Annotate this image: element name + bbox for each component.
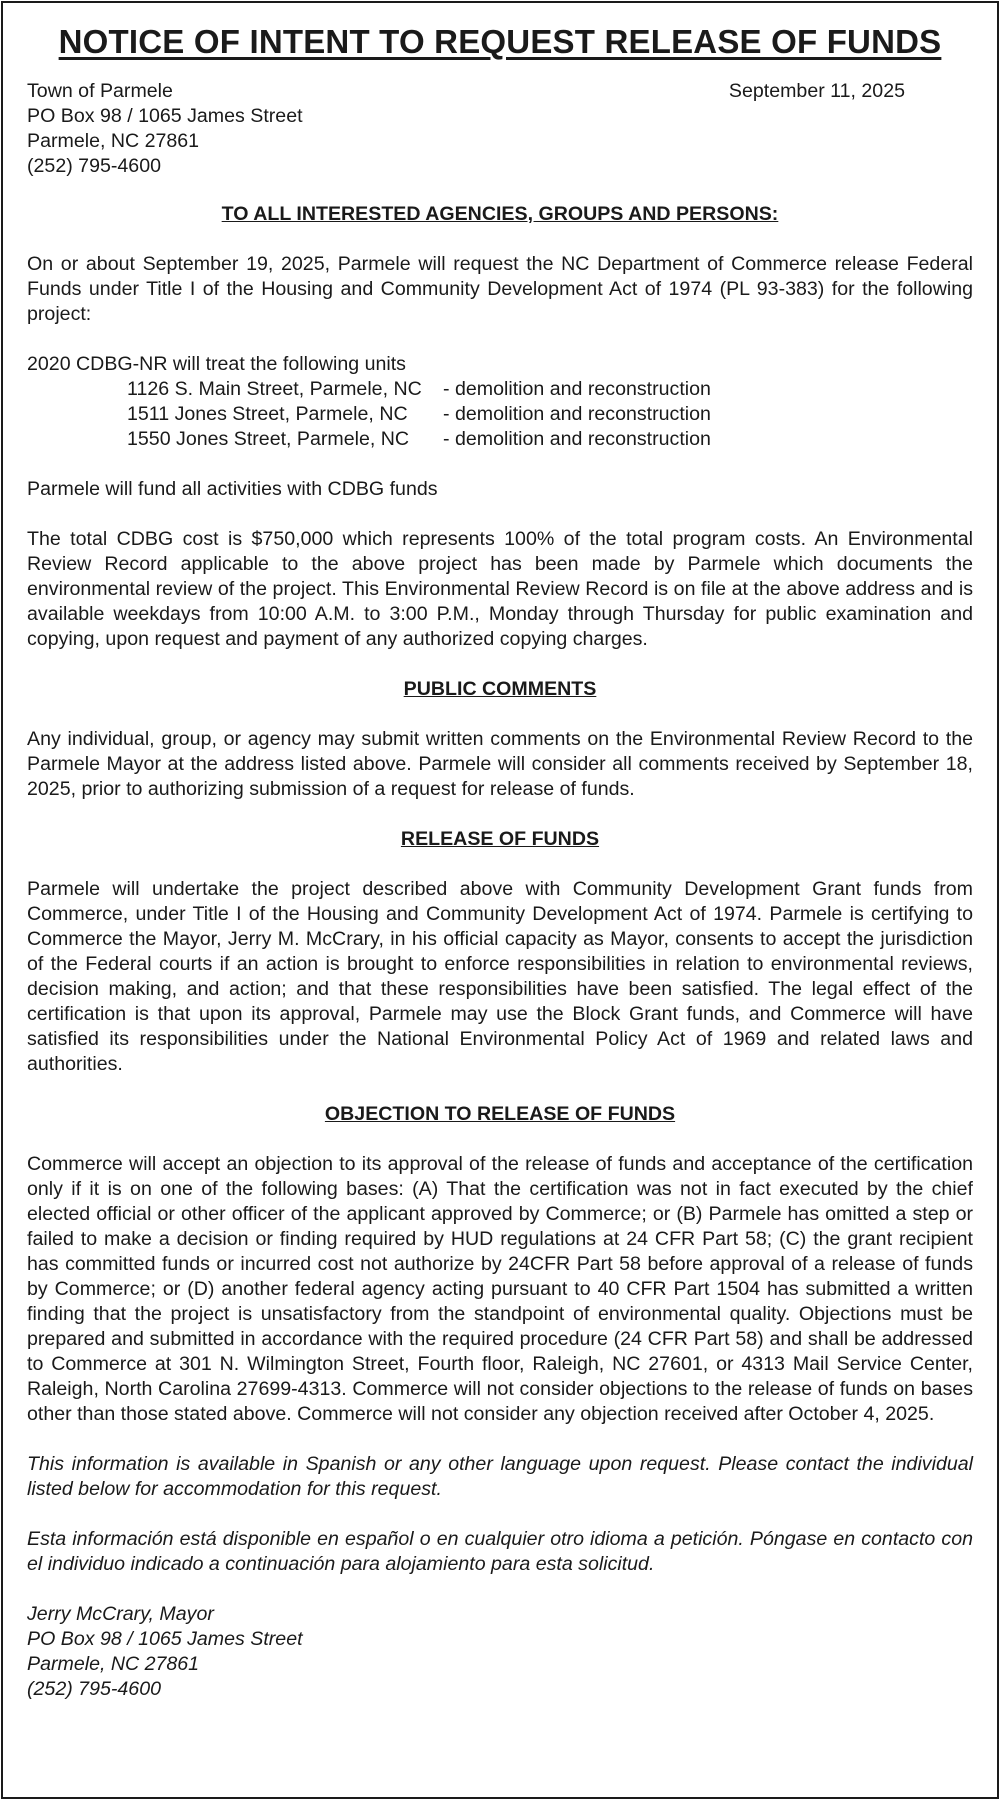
notice-page xyxy=(1,1,999,1799)
cost-paragraph: The total CDBG cost is $750,000 which represents 100% of the total program costs. An Environmental Review Record applicable to the above project has been made by Parmele which documents the environmental review of the project. This Environmental Review Record is on file at the above address and is available weekdays from 10:00 A.M. to 3:00 P.M., Monday through Thursday for public examination and copying, upon request and payment of any authorized copying charges. xyxy=(27,528,973,650)
contact-phone: (252) 795-4600 xyxy=(27,1678,161,1700)
contact-name: Jerry McCrary, Mayor xyxy=(27,1603,214,1625)
contact-address-line-1: PO Box 98 / 1065 James Street xyxy=(27,1628,303,1650)
salutation-heading: TO ALL INTERESTED AGENCIES, GROUPS AND PERSONS: xyxy=(221,203,779,225)
unit-address: 1126 S. Main Street, Parmele, NC xyxy=(127,378,422,400)
sender-header xyxy=(27,79,973,179)
unit-address: 1550 Jones Street, Parmele, NC xyxy=(127,428,410,450)
sender-phone: (252) 795-4600 xyxy=(27,155,161,177)
unit-row xyxy=(27,427,973,452)
public-comments-body: Any individual, group, or agency may submit written comments on the Environmental Review Record to the Parmele Mayor at the address listed above. Parmele will consider all comments received by September 18, 2025, prior to authorizing submission of a request for release of funds. xyxy=(27,728,973,800)
sender-address-line-2: Parmele, NC 27861 xyxy=(27,130,200,152)
contact-signature-block xyxy=(27,1602,973,1702)
intro-paragraph: On or about September 19, 2025, Parmele will request the NC Department of Commerce release Federal Funds under Title I of the Housing and Community Development Act of 1974 (PL 93-383) for the following project: xyxy=(27,253,973,325)
objection-heading: OBJECTION TO RELEASE OF FUNDS xyxy=(324,1103,676,1125)
objection-body: Commerce will accept an objection to its approval of the release of funds and acceptance of the certification only if it is on one of the following bases: (A) That the certification was not in fact executed by the chief elected official or other officer of the applicant approved by Commerce; or (B) Parmele has omitted a step or failed to make a decision or finding required by HUD regulations at 24 CFR Part 58; (C) the grant recipient has committed funds or incurred cost not authorize by 24CFR Part 58 before approval of a release of funds by Commerce; or (D) another federal agency acting pursuant to 40 CFR Part 1504 has submitted a written finding that the project is unsatisfactory from the standpoint of environmental quality. Objections must be prepared and submitted in accordance with the required procedure (24 CFR Part 58) and shall be addressed to Commerce at 301 N. Wilmington Street, Fourth floor, Raleigh, NC 27601, or 4313 Mail Service Center, Raleigh, North Carolina 27699-4313. Commerce will not consider objections to the release of funds on bases other than those stated above. Commerce will not consider any objection received after October 4, 2025. xyxy=(27,1153,973,1425)
notice-date: September 11, 2025 xyxy=(728,80,905,102)
unit-row xyxy=(27,377,973,402)
sender-name: Town of Parmele xyxy=(27,80,173,102)
project-lead: 2020 CDBG-NR will treat the following units xyxy=(27,353,406,375)
notice-title: NOTICE OF INTENT TO REQUEST RELEASE OF FUNDS xyxy=(58,23,942,60)
unit-action: - demolition and reconstruction xyxy=(443,403,711,425)
unit-address: 1511 Jones Street, Parmele, NC xyxy=(127,403,408,425)
project-units-block xyxy=(27,352,973,452)
unit-action: - demolition and reconstruction xyxy=(443,378,711,400)
release-of-funds-body: Parmele will undertake the project described above with Community Development Grant funds from Commerce, under Title I of the Housing and Community Development Act of 1974. Parmele is certifying to Commerce the Mayor, Jerry M. McCrary, in his official capacity as Mayor, consents to accept the jurisdiction of the Federal courts if an action is brought to enforce responsibilities in relation to environmental reviews, decision making, and action; and that these responsibilities have been satisfied. The legal effect of the certification is that upon its approval, Parmele may use the Block Grant funds, and Commerce will have satisfied its responsibilities under the National Environmental Policy Act of 1969 and related laws and authorities. xyxy=(27,878,973,1075)
sender-address-line-1: PO Box 98 / 1065 James Street xyxy=(27,105,303,127)
language-notice-english: This information is available in Spanish or any other language upon request. Please contact the individual listed below for accommodation for this request. xyxy=(27,1453,973,1500)
funding-note: Parmele will fund all activities with CDBG funds xyxy=(27,478,438,500)
unit-row xyxy=(27,402,973,427)
language-notice-spanish: Esta información está disponible en español o en cualquier otro idioma a petición. Póngase en contacto con el individuo indicado a continuación para alojamiento para esta solicitud. xyxy=(27,1528,973,1575)
contact-address-line-2: Parmele, NC 27861 xyxy=(27,1653,200,1675)
unit-action: - demolition and reconstruction xyxy=(443,428,711,450)
release-of-funds-heading: RELEASE OF FUNDS xyxy=(400,828,600,850)
public-comments-heading: PUBLIC COMMENTS xyxy=(403,678,597,700)
